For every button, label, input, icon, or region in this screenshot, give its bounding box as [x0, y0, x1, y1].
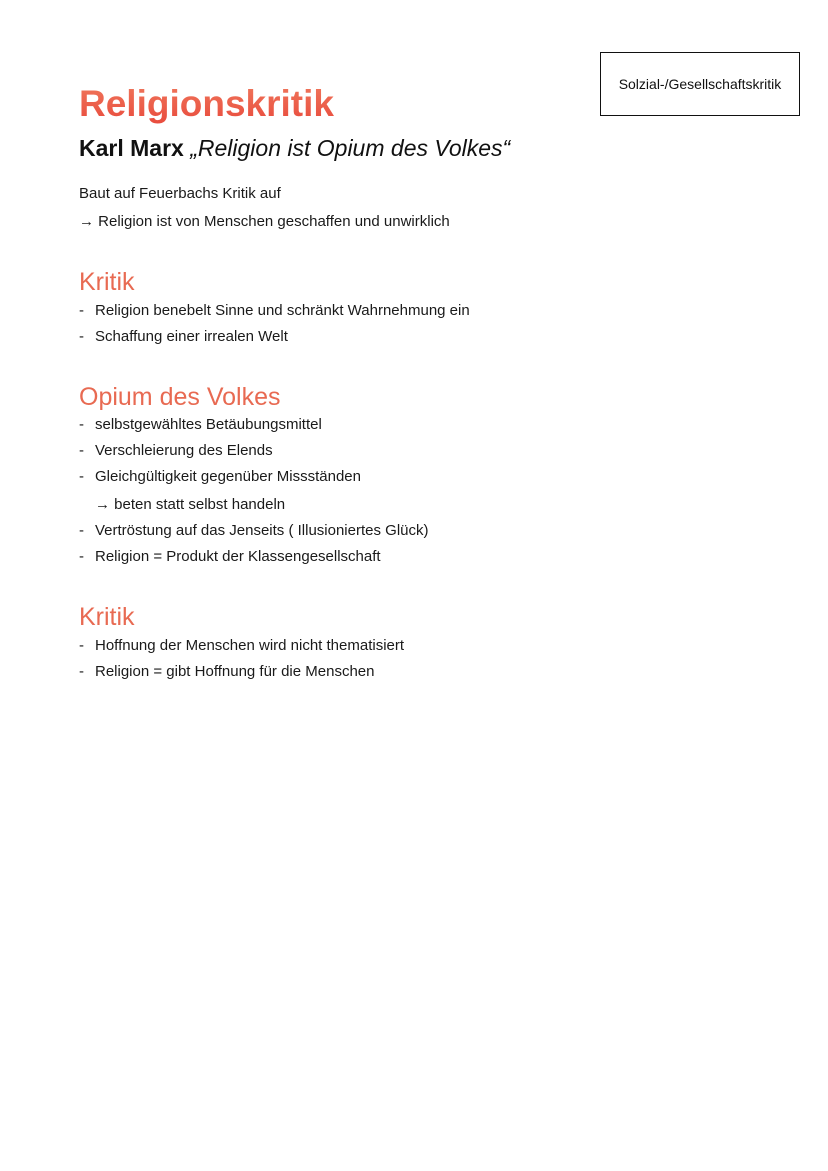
bullet-dash: - — [79, 548, 84, 565]
list-item-text: Verschleierung des Elends — [95, 442, 273, 459]
list-item — [79, 662, 375, 682]
list-item — [79, 547, 381, 567]
bullet-dash: - — [79, 522, 84, 539]
bullet-dash: - — [79, 637, 84, 654]
bullet-dash: - — [79, 442, 84, 459]
section-heading-kritik-2: Kritik — [79, 603, 135, 631]
list-item-text: Religion benebelt Sinne und schränkt Wahrnehmung ein — [95, 302, 470, 319]
section-heading-kritik-1: Kritik — [79, 268, 135, 296]
bullet-dash: - — [79, 468, 84, 485]
page-title: Religionskritik — [79, 80, 334, 128]
list-item-text: Religion = Produkt der Klassengesellschaft — [95, 548, 381, 565]
list-item — [79, 415, 322, 435]
list-item-text: Vertröstung auf das Jenseits ( Illusioniertes Glück) — [95, 522, 429, 539]
list-item — [79, 441, 273, 461]
bullet-dash: - — [79, 302, 84, 319]
list-item — [79, 301, 470, 321]
bullet-dash: - — [79, 416, 84, 433]
bullet-dash: - — [79, 328, 84, 345]
list-item-text: selbstgewähltes Betäubungsmittel — [95, 416, 322, 433]
category-tag-box — [600, 52, 800, 116]
subtitle-author: Karl Marx — [79, 135, 184, 161]
page-subtitle — [79, 132, 510, 164]
list-sub-item: → beten statt selbst handeln — [95, 496, 286, 513]
section-heading-opium: Opium des Volkes — [79, 383, 281, 411]
intro-line-2: → Religion ist von Menschen geschaffen und unwirklich — [79, 213, 450, 230]
bullet-dash: - — [79, 663, 84, 680]
list-item — [79, 327, 288, 347]
list-item-text: Religion = gibt Hoffnung für die Menschen — [95, 663, 375, 680]
list-item-text: Schaffung einer irrealen Welt — [95, 328, 288, 345]
subtitle-quote: „Religion ist Opium des Volkes“ — [190, 135, 511, 161]
list-item — [79, 636, 404, 656]
intro-line-1: Baut auf Feuerbachs Kritik auf — [79, 185, 281, 202]
list-item-text: Gleichgültigkeit gegenüber Missständen — [95, 468, 361, 485]
list-item — [79, 467, 361, 487]
list-item-text: Hoffnung der Menschen wird nicht thematisiert — [95, 637, 405, 654]
list-item — [79, 521, 429, 541]
category-tag-label: Solzial-/Gesellschaftskritik — [618, 76, 782, 92]
